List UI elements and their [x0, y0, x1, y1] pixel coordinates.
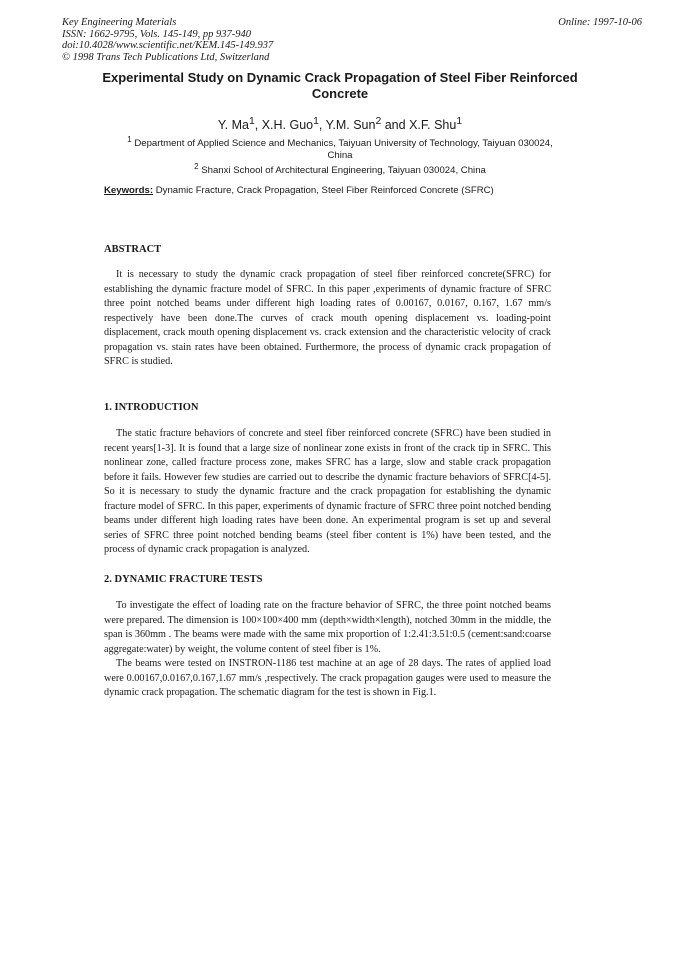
affiliation-1: $^1$ Department of Applied Science and Mechanics, Taiyuan University of Technology, Taiyuan 030024, China	[127, 135, 553, 162]
keywords-text: Dynamic Fracture, Crack Propagation, Steel Fiber Reinforced Concrete (SFRC)	[155, 185, 494, 196]
paper-title: Experimental Study on Dynamic Crack Propagation of Steel Fiber Reinforced Concrete	[102, 70, 578, 101]
author: Y.M. Sun$^2$	[325, 116, 382, 133]
intro-text: The static fracture behaviors of concrete and steel fiber reinforced concrete (SFRC) have been studied in recent years[1-3]. It is found that a large size of nonlinear zone exists in front of the crack tip in SFRC. This nonlinear zone, called fracture process zone, makes SFRC has a large, slow and stable crack propagation before it fails. However few studies are carried out to describe the dynamic fracture behaviors of SFRC[4-5]. So it is necessary to study the dynamic fracture and the crack propagation for establishing the dynamic fracture model of SFRC. In this paper, experiments of dynamic fracture of SFRC three point notched bending beams under different high loading rates have been done. An experimental program is set up and several series of SFRC three point notched bending beams (steel fiber content is 1%) have been tested, and the process of dynamic crack propagation is analyzed.	[104, 428, 551, 555]
journal-header	[62, 17, 642, 63]
journal-name: Key Engineering Materials	[62, 17, 177, 28]
intro-heading: 1. INTRODUCTION	[104, 402, 199, 413]
tests-heading: 2. DYNAMIC FRACTURE TESTS	[104, 574, 263, 585]
doi-line[interactable]: doi:10.4028/www.scientific.net/KEM.145-149.937	[62, 40, 274, 52]
author: X.H. Guo$^1$	[261, 116, 319, 133]
abstract-heading: ABSTRACT	[104, 244, 162, 255]
affiliation-2: $^2$ Shanxi School of Architectural Engineering, Taiyuan 030024, China	[194, 162, 486, 177]
abstract-text: It is necessary to study the dynamic crack propagation of steel fiber reinforced concrete(SFRC) for establishing the dynamic fracture model of SFRC. In this paper ,experiments of dynamic fracture of SFRC three point notched beams under different high loading rates of 0.00167, 0.0167, 0.167, 1.67 mm/s respectively have been done.The curves of crack mouth opening displacement vs. loading-point displacement, crack mouth opening displacement vs. crack extension and the characteristic velocity of crack propagation vs. stain rates have been obtained. Furthermore, the process of dynamic crack propagation of SFRC is studied.	[104, 269, 551, 367]
author: Y. Ma$^1$	[217, 116, 255, 133]
tests-paragraph-2: The beams were tested on INSTRON-1186 test machine at an age of 28 days. The rates of applied load were 0.00167,0.0167,0.167,1.67 mm/s ,respectively. The crack propagation gauges were used to measure the dynamic crack propagation. The schematic diagram for the test is shown in Fig.1.	[104, 658, 551, 698]
issn-line: ISSN: 1662-9795, Vols. 145-149, pp 937-940	[62, 28, 251, 40]
online-date: Online: 1997-10-06	[558, 17, 642, 28]
copyright-line: © 1998 Trans Tech Publications Ltd, Switzerland	[62, 51, 270, 63]
keywords-label: Keywords:	[104, 185, 154, 196]
keywords	[104, 185, 564, 196]
author-list: Y. Ma$^1$, X.H. Guo$^1$, Y.M. Sun$^2$ and X.F. Shu$^1$	[217, 116, 463, 133]
author: X.F. Shu$^1$	[409, 116, 463, 133]
tests-paragraph-1: To investigate the effect of loading rate on the fracture behavior of SFRC, the three point notched beams were prepared. The dimension is 100×100×400 mm (depth×width×length), notched 30mm in the middle, the span is 360mm . The beams were made with the same mix proportion of 1:2.41:3.51:0.5 (cement:sand:coarse aggregate:water) by weight, the volume content of steel fiber is 1%.	[104, 600, 551, 655]
